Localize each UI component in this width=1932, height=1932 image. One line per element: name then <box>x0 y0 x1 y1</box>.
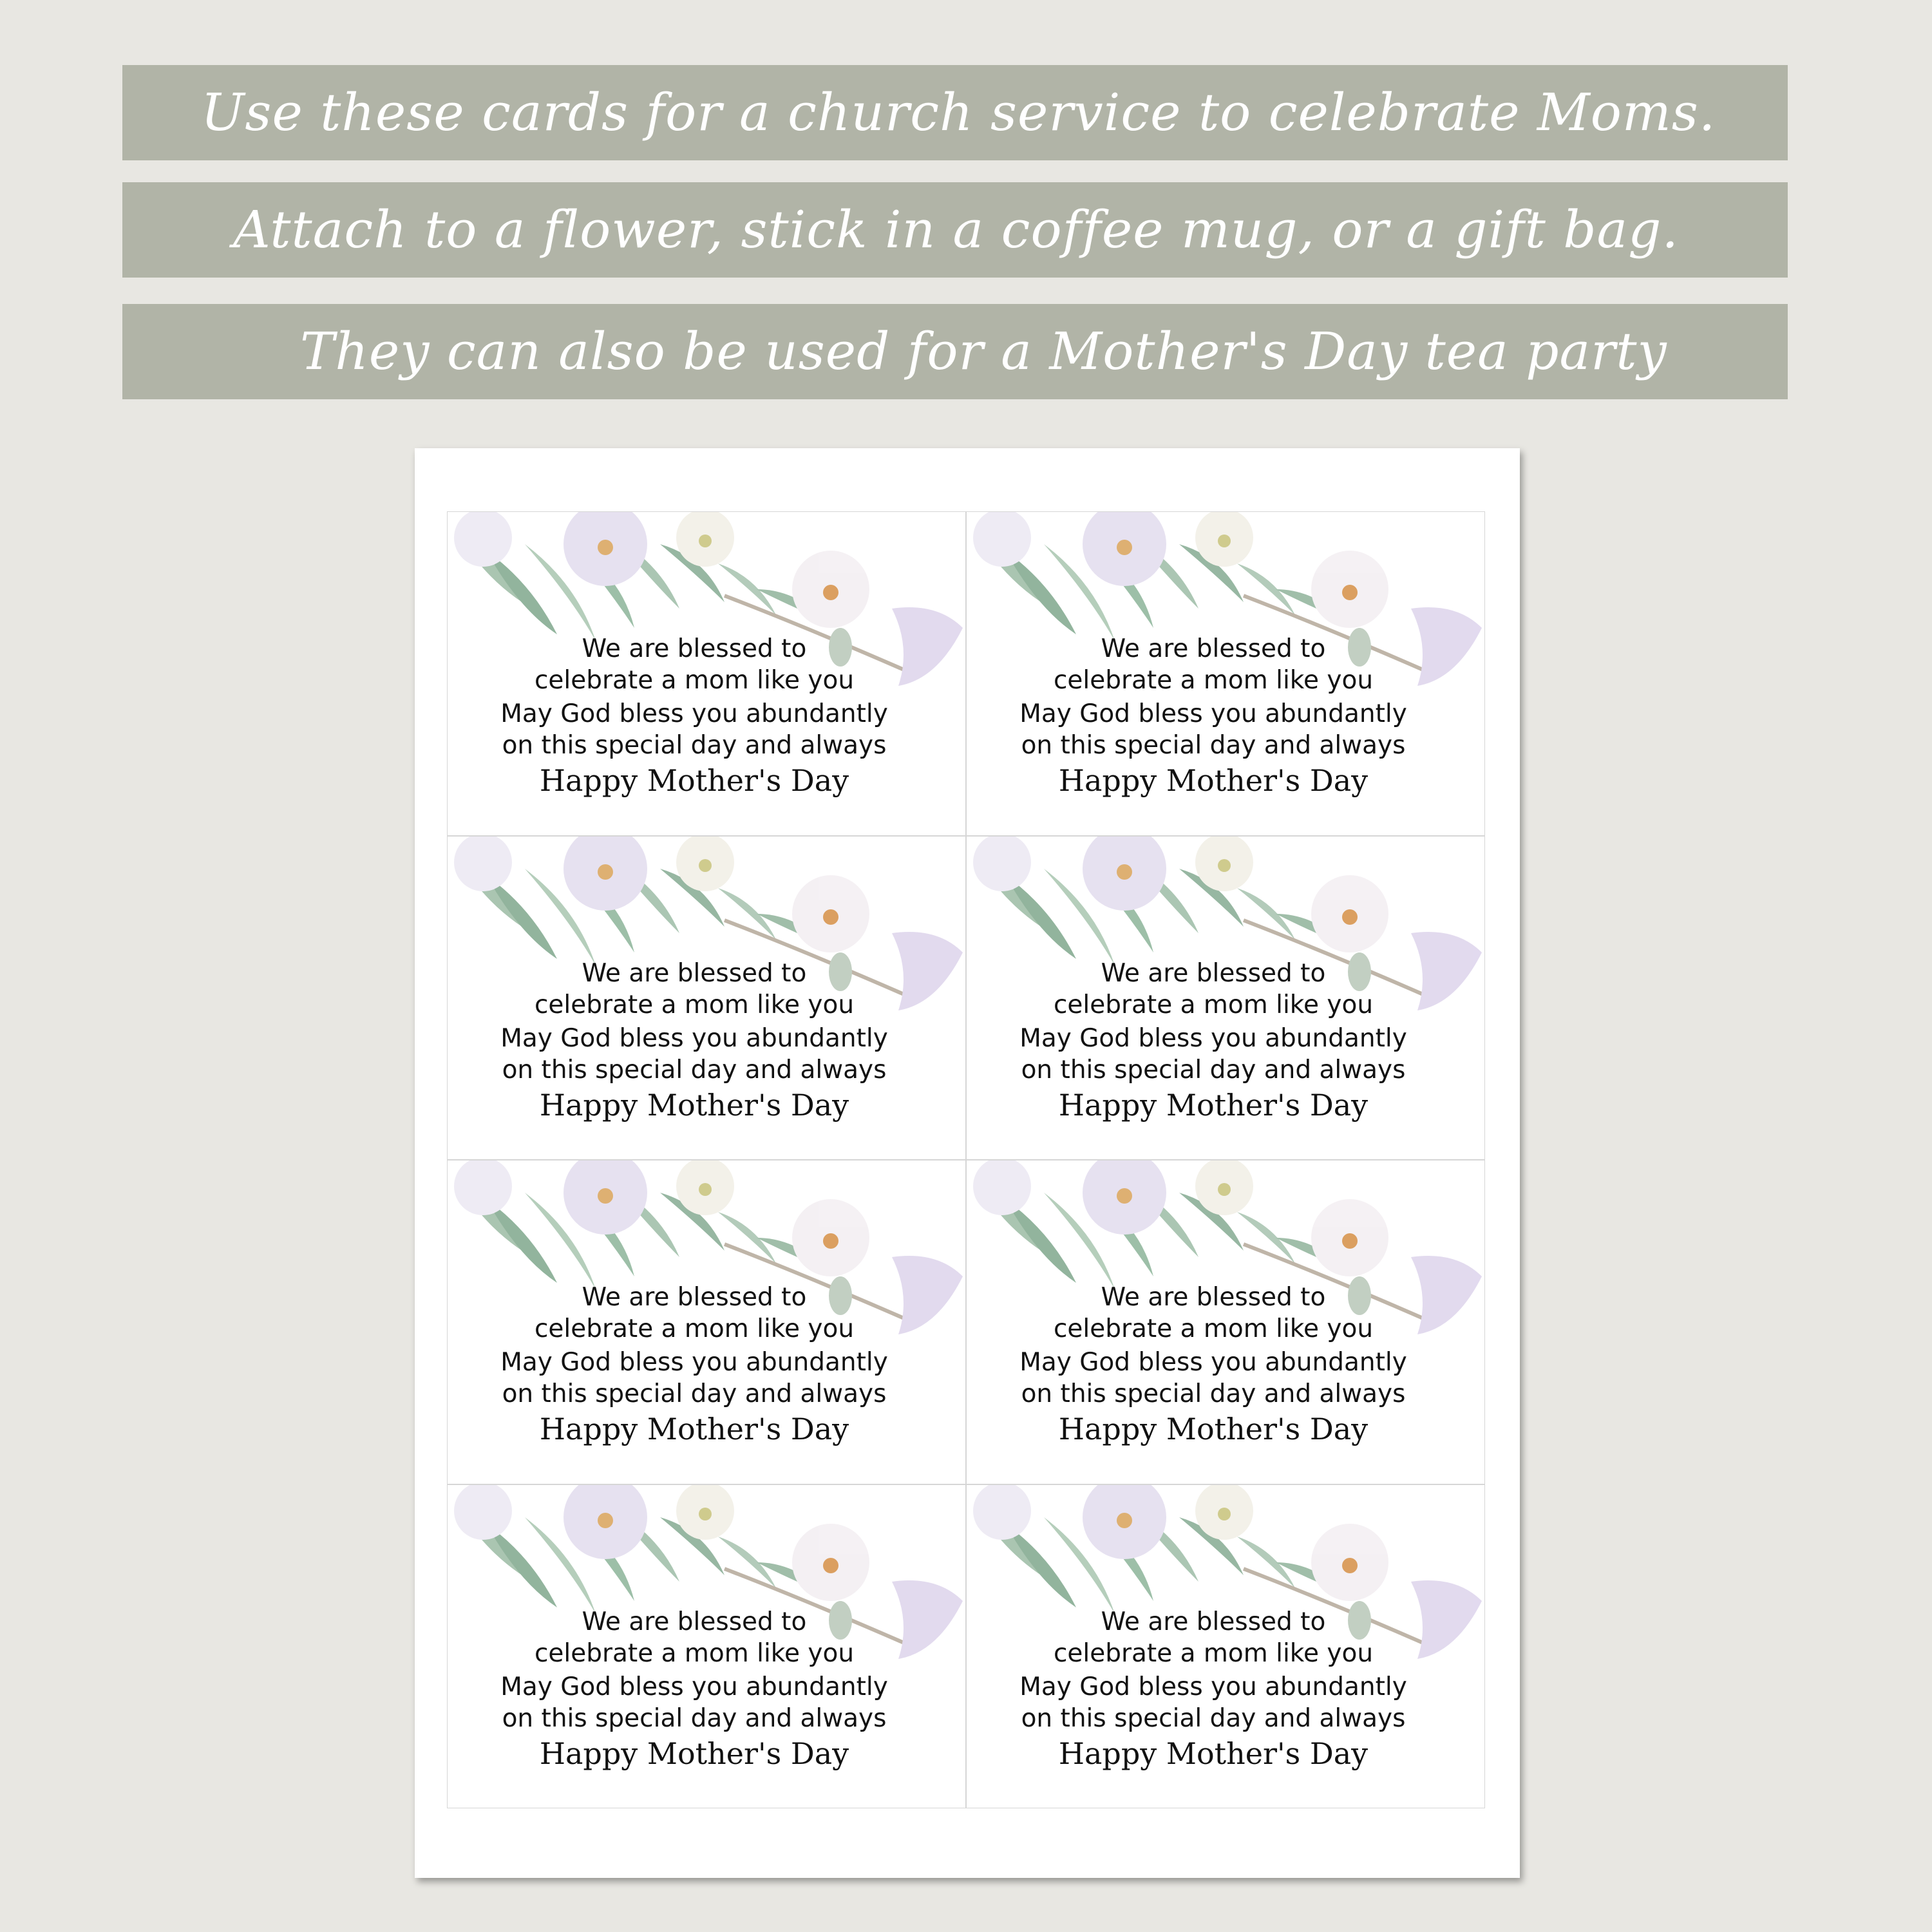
card-line-happy-mothers-day: Happy Mother's Day <box>1058 1736 1368 1771</box>
card-line-blessed: We are blessed to <box>582 634 807 663</box>
card-6 <box>966 1160 1485 1484</box>
card-line-special-day: on this special day and always <box>502 1379 887 1408</box>
card-line-blessed: We are blessed to <box>1101 1607 1326 1636</box>
card-line-special-day: on this special day and always <box>1021 1703 1406 1733</box>
card-line-special-day: on this special day and always <box>502 1055 887 1084</box>
card-4 <box>966 836 1485 1160</box>
card-line-god-bless: May God bless you abundantly <box>500 699 888 728</box>
card-line-happy-mothers-day: Happy Mother's Day <box>1058 763 1368 798</box>
card-line-happy-mothers-day: Happy Mother's Day <box>539 1412 849 1446</box>
card-line-happy-mothers-day: Happy Mother's Day <box>539 763 849 798</box>
card-line-special-day: on this special day and always <box>502 1703 887 1733</box>
card-line-celebrate: celebrate a mom like you <box>534 666 855 695</box>
printable-sheet <box>415 448 1520 1878</box>
card-line-god-bless: May God bless you abundantly <box>500 1348 888 1377</box>
card-line-special-day: on this special day and always <box>1021 1055 1406 1084</box>
card-1 <box>447 511 966 836</box>
card-line-celebrate: celebrate a mom like you <box>1053 666 1374 695</box>
card-line-god-bless: May God bless you abundantly <box>500 1023 888 1053</box>
card-line-blessed: We are blessed to <box>1101 634 1326 663</box>
card-line-special-day: on this special day and always <box>1021 731 1406 760</box>
card-8 <box>966 1484 1485 1809</box>
card-line-celebrate: celebrate a mom like you <box>534 1314 855 1343</box>
card-line-blessed: We are blessed to <box>582 1607 807 1636</box>
card-2 <box>966 511 1485 836</box>
card-line-special-day: on this special day and always <box>502 731 887 760</box>
card-5 <box>447 1160 966 1484</box>
banner-text: They can also be used for a Mother's Day tea party <box>300 321 1667 381</box>
card-line-god-bless: May God bless you abundantly <box>500 1672 888 1701</box>
banner-text: Attach to a flower, stick in a coffee mug, or a gift bag. <box>233 200 1679 260</box>
card-line-celebrate: celebrate a mom like you <box>1053 1314 1374 1343</box>
card-3 <box>447 836 966 1160</box>
card-line-celebrate: celebrate a mom like you <box>534 990 855 1019</box>
card-line-celebrate: celebrate a mom like you <box>1053 1638 1374 1668</box>
card-line-god-bless: May God bless you abundantly <box>1019 1672 1407 1701</box>
card-line-happy-mothers-day: Happy Mother's Day <box>539 1087 849 1122</box>
banner-tea-party <box>122 304 1788 399</box>
card-line-god-bless: May God bless you abundantly <box>1019 1348 1407 1377</box>
card-line-happy-mothers-day: Happy Mother's Day <box>1058 1412 1368 1446</box>
card-line-celebrate: celebrate a mom like you <box>534 1638 855 1668</box>
card-7 <box>447 1484 966 1809</box>
banner-attach-flower <box>122 182 1788 278</box>
banner-text: Use these cards for a church service to celebrate Moms. <box>201 82 1716 142</box>
card-line-god-bless: May God bless you abundantly <box>1019 1023 1407 1053</box>
card-grid <box>447 511 1485 1808</box>
card-line-god-bless: May God bless you abundantly <box>1019 699 1407 728</box>
card-line-blessed: We are blessed to <box>582 958 807 988</box>
banner-church-service <box>122 65 1788 160</box>
card-line-blessed: We are blessed to <box>1101 1283 1326 1312</box>
card-line-blessed: We are blessed to <box>1101 958 1326 988</box>
card-line-happy-mothers-day: Happy Mother's Day <box>1058 1087 1368 1122</box>
card-line-blessed: We are blessed to <box>582 1283 807 1312</box>
card-line-special-day: on this special day and always <box>1021 1379 1406 1408</box>
card-line-celebrate: celebrate a mom like you <box>1053 990 1374 1019</box>
card-line-happy-mothers-day: Happy Mother's Day <box>539 1736 849 1771</box>
